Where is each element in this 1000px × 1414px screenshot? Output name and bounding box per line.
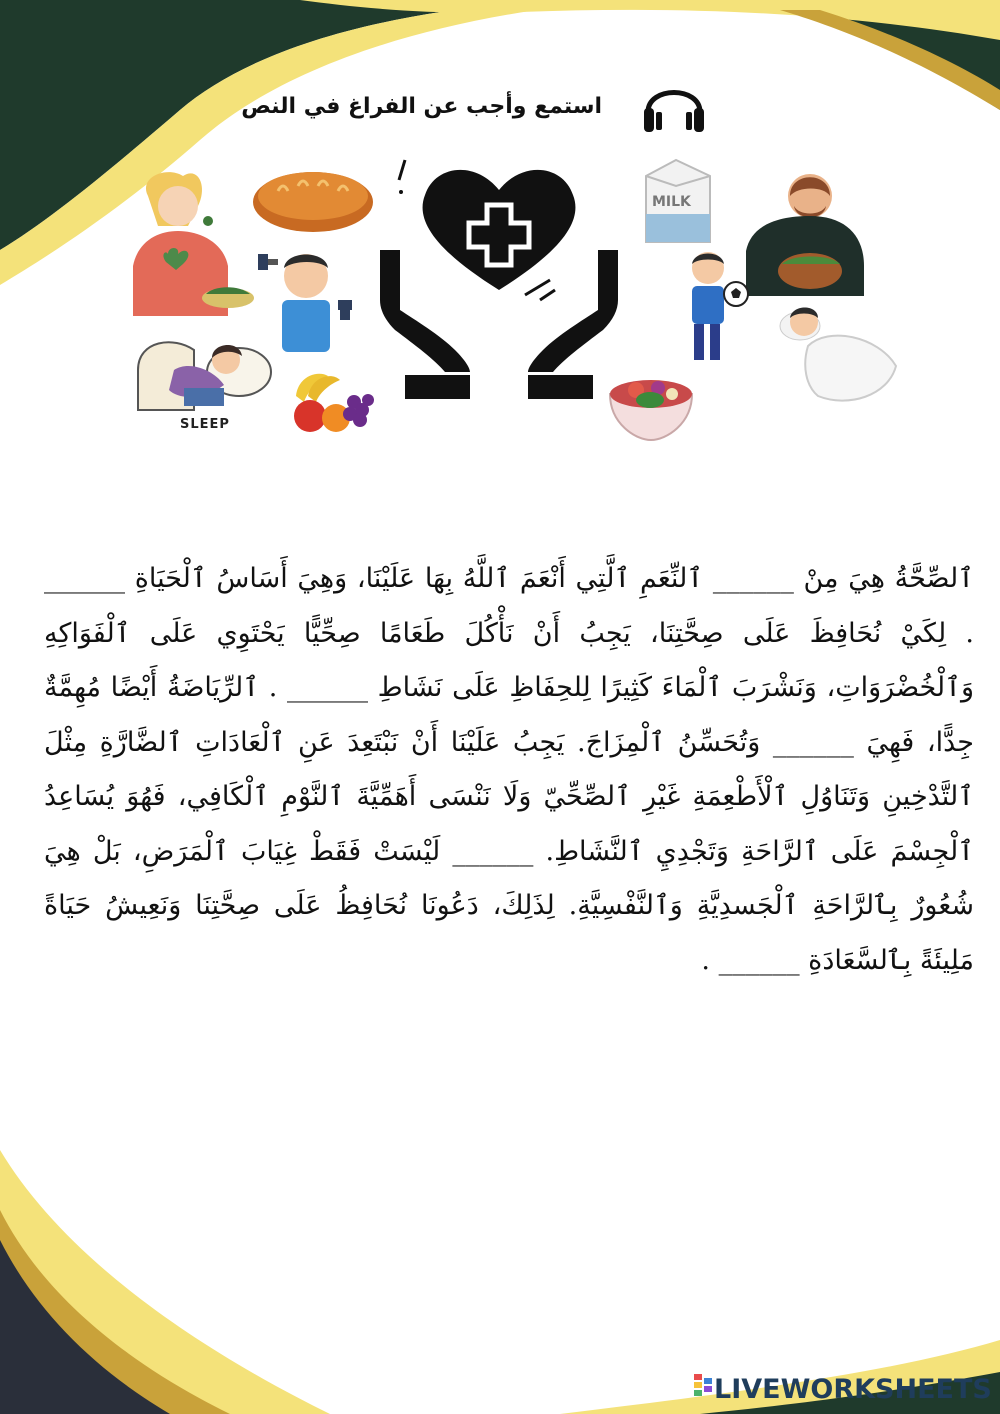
passage-line: ٱلصِّحَّةُ هِيَ مِنْ ______ ٱلنِّعَمِ ٱلَّتِي أَنْعَمَ ٱللَّهُ بِهَا عَلَيْنَا، وَهِيَ أَسَاسُ ٱلْحَيَاةِ — [134, 563, 975, 594]
milk-carton-illustration — [636, 156, 716, 244]
instruction-title: استمع وأجب عن الفراغ في النص — [241, 94, 602, 119]
bread-illustration — [238, 166, 376, 238]
passage-line: ٱلْفَوَاكِهِ وَٱلْخُضْرَوَاتِ، وَنَشْرَبَ ٱلْمَاءَ كَثِيرًا لِلحِفَاظِ عَلَى نَشَاطِ ______ . ٱلرِّيَاضَةُ — [44, 617, 974, 703]
sleep-label: SLEEP — [180, 417, 230, 432]
milk-label: MILK — [652, 194, 691, 210]
salad-bowl-illustration — [606, 364, 696, 442]
passage-line: ٱلْمَرَضِ، بَلْ هِيَ شُعُورٌ بِٱلرَّاحَةِ ٱلْجَسدِيَّةِ وَٱلنَّفْسِيَّةِ. لِذَلِكَ، دَعُونَا نُحَافِظُ عَلَى — [44, 835, 974, 921]
passage-line: فَهُوَ يُسَاعِدُ ٱلْجِسْمَ عَلَى ٱلرَّاحَةِ وَتَجْدِيِ ٱلنَّشَاطِ. ______ لَيْسَتْ فَقَطْ غِيَابَ — [44, 781, 974, 867]
passage-line: صِحَّتِنَا وَنَعِيشُ حَيَاةً مَلِيئَةً بِٱلسَّعَادَةِ ______ . — [44, 890, 974, 976]
fill-in-the-blank-passage — [44, 552, 974, 988]
brand-logo-icon — [694, 1374, 712, 1402]
heart-hands-icon — [375, 150, 623, 404]
instruction-header — [230, 82, 730, 142]
passage-line: ٱلضَّارَّةِ مِثْلَ ٱلتَّدْخِينِ وَتَنَاوُلِ ٱلْأَطْعِمَةِ غَيْرِ ٱلصِّحِّيّ وَلَا نَنْسَى أَهَمِّيَّةَ ٱلنَّوْمِ ٱلْكَافِي، — [44, 726, 974, 812]
headphones-icon[interactable] — [638, 68, 710, 140]
boy-soccer-illustration — [680, 248, 750, 368]
fruits-illustration — [288, 366, 378, 436]
sleeping-girl-illustration — [134, 330, 274, 412]
woman-eating-salad-illustration — [128, 166, 256, 316]
man-eating-salad-illustration — [736, 166, 866, 296]
passage-line: ______ . لِكَيْ نُحَافِظَ عَلَى صِحَّتِنَا، يَجِبُ أَنْ نَأْكُلَ طَعَامًا صِحِّيًّا يَحْتَوِي عَلَى — [44, 563, 974, 649]
sleeping-boy-illustration — [778, 296, 900, 410]
passage-line: أَيْضًا مُهِمَّةٌ جِدًّا، فَهِيَ ______ وَتُحَسِّنُ ٱلْمِزَاجَ. يَجِبُ عَلَيْنَا أَنْ نَبْتَعِدَ عَنِ ٱلْعَادَاتِ — [44, 672, 975, 758]
brand-name: LIVEWORKSHEETS — [714, 1374, 992, 1405]
footer-brand — [694, 1374, 1000, 1404]
